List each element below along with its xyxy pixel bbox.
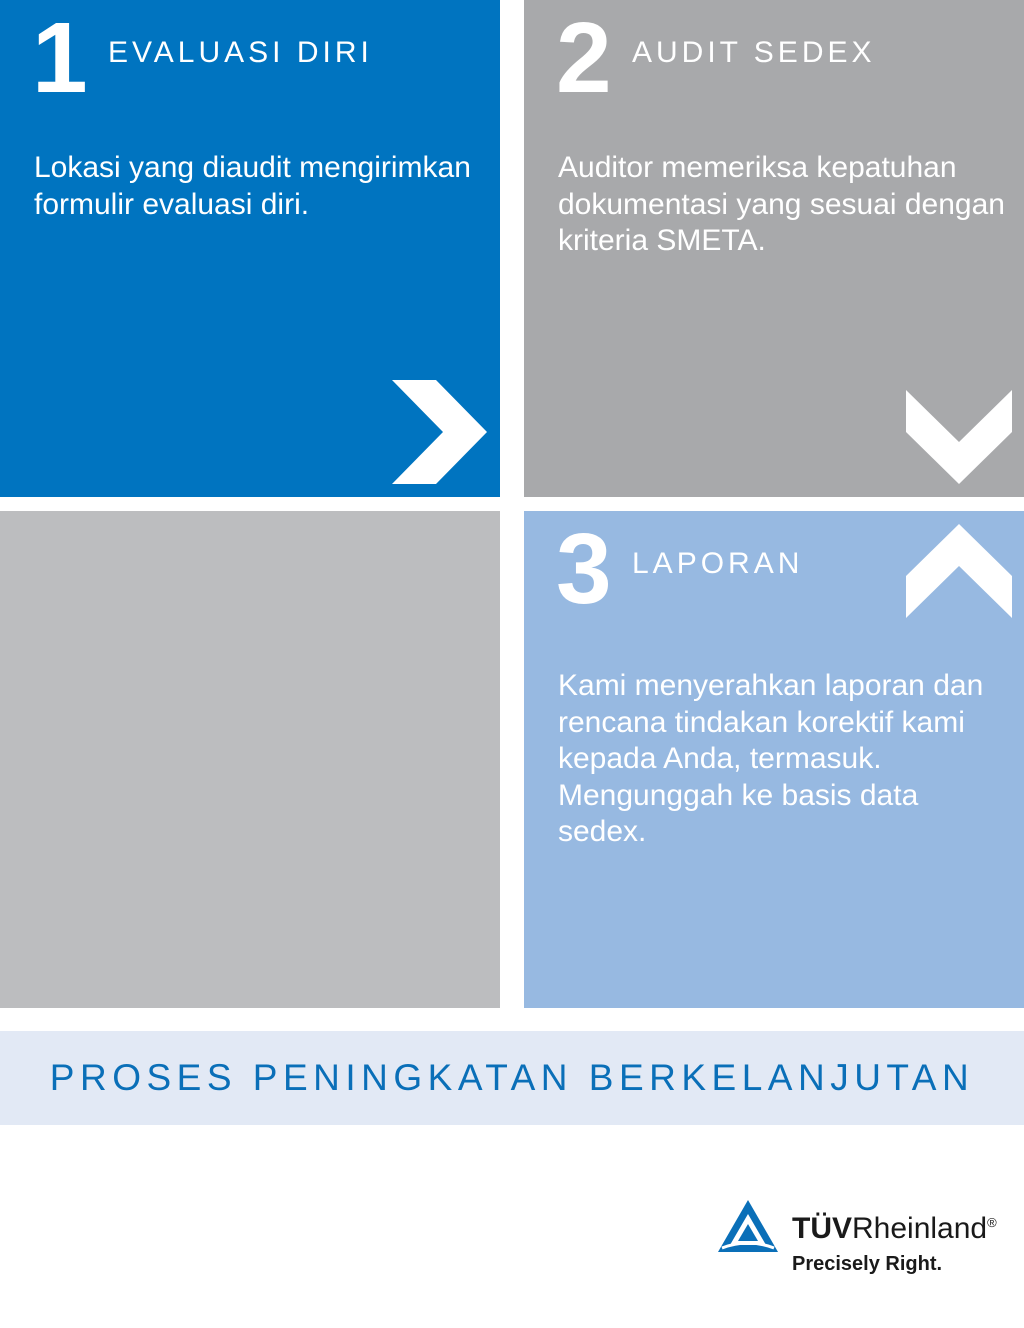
step-1-number: 1: [32, 2, 88, 114]
logo-brand-bold: TÜV: [792, 1212, 852, 1245]
chevron-right-icon: [392, 380, 488, 484]
triangle-logo-icon: [716, 1198, 780, 1254]
step-2-description: Auditor memeriksa kepatuhan dokumentasi yang sesuai dengan kriteria SMETA.: [558, 151, 1005, 257]
chevron-up-icon: [906, 524, 1012, 618]
step-2-title: AUDIT SEDEX: [632, 36, 876, 69]
step-3-description: Kami menyerahkan laporan dan rencana tindakan korektif kami kepada Anda, termasuk. Mengunggah ke basis data sedex.: [558, 669, 984, 848]
tuv-rheinland-logo: [716, 1198, 1024, 1283]
step-3-number: 3: [556, 513, 612, 625]
step-1-tile: [0, 0, 500, 497]
step-2-tile: [524, 0, 1024, 497]
step-3-title: LAPORAN: [632, 547, 804, 580]
band-title: PROSES PENINGKATAN BERKELANJUTAN: [49, 1057, 975, 1098]
logo-wordmark: [792, 1214, 997, 1244]
registered-mark: ®: [987, 1215, 997, 1230]
process-band: [0, 1031, 1024, 1125]
step-1-title: EVALUASI DIRI: [108, 36, 373, 69]
step-1-description: Lokasi yang diaudit mengirimkan formulir evaluasi diri.: [34, 151, 471, 221]
step-2-number: 2: [556, 2, 612, 114]
step-3-tile: [524, 511, 1024, 1008]
logo-tagline: Precisely Right.: [792, 1253, 943, 1275]
chevron-down-icon: [906, 390, 1012, 484]
logo-brand-rest: Rheinland: [852, 1212, 988, 1245]
empty-tile: [0, 511, 500, 1008]
